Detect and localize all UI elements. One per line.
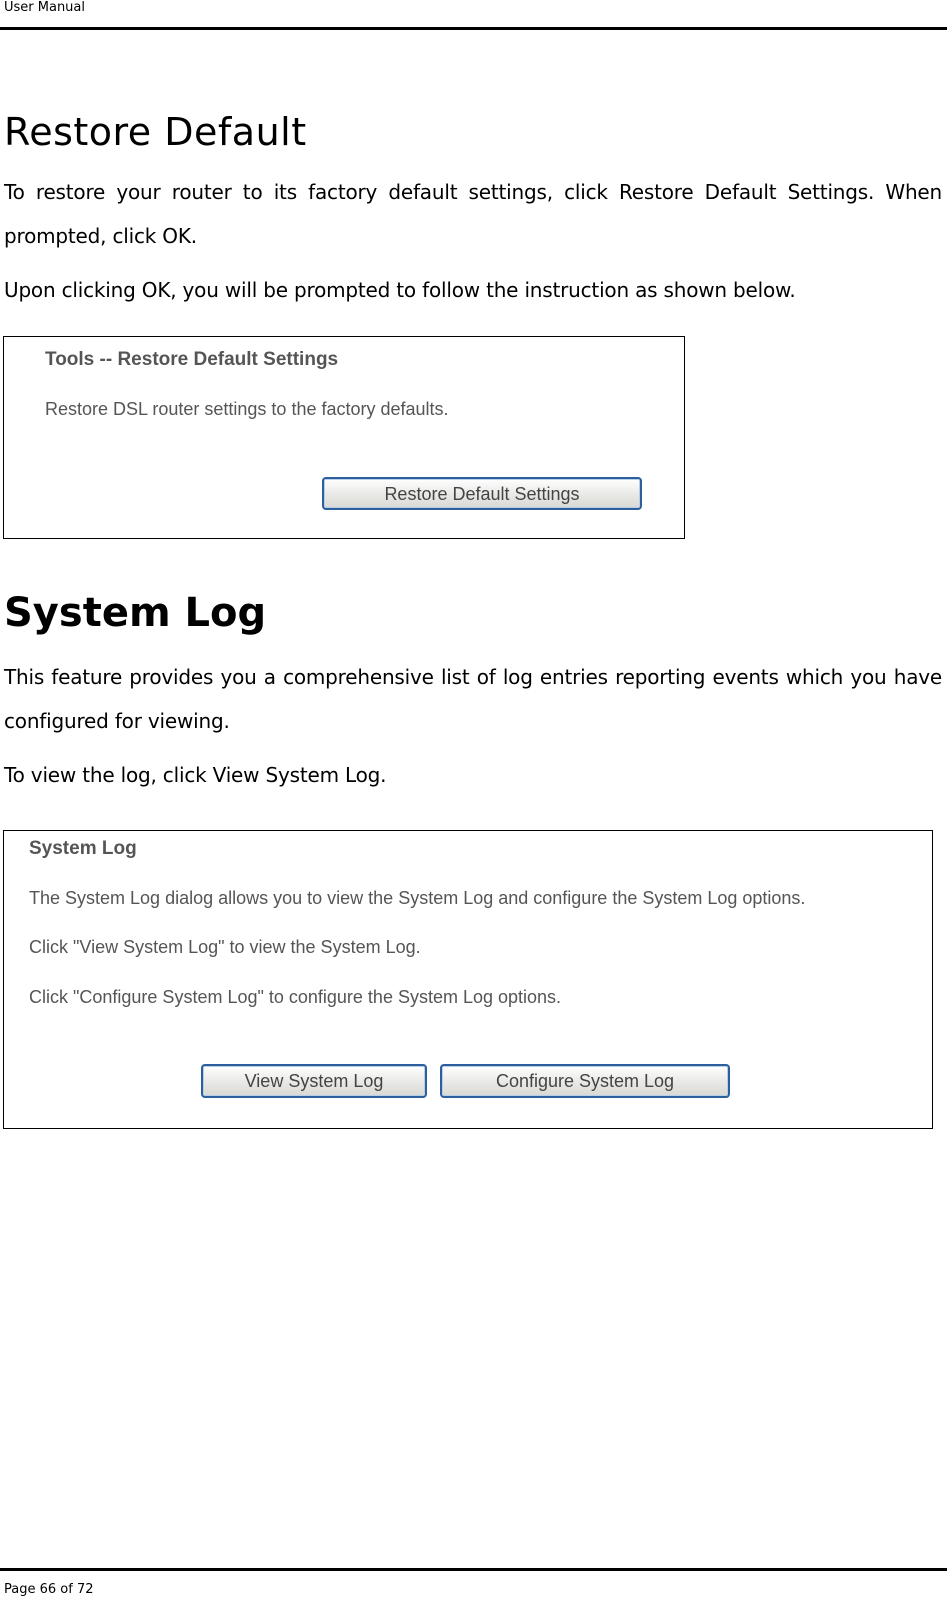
system-log-heading: System Log — [4, 590, 267, 636]
system-log-dialog-line-3: Click "Configure System Log" to configure the System Log options. — [29, 987, 562, 1007]
header-divider — [0, 27, 947, 30]
restore-default-screenshot — [3, 336, 685, 539]
restore-default-paragraph-1: To restore your router to its factory default settings, click Restore Default Settings. When prompted, click OK. — [4, 180, 942, 248]
restore-settings-title: Tools -- Restore Default Settings — [45, 349, 339, 370]
system-log-dialog-line-2: Click "View System Log" to view the System Log. — [29, 937, 421, 957]
system-log-paragraph-2: To view the log, click View System Log. — [4, 763, 387, 787]
system-log-dialog-title: System Log — [29, 838, 137, 859]
system-log-screenshot — [3, 830, 933, 1129]
restore-default-settings-button[interactable]: Restore Default Settings — [322, 477, 642, 510]
page-number: Page 66 of 72 — [4, 1582, 94, 1597]
view-system-log-button[interactable]: View System Log — [201, 1064, 427, 1098]
system-log-paragraph-1: This feature provides you a comprehensive list of log entries reporting events which you have configured for viewing. — [4, 665, 942, 733]
footer-divider — [0, 1568, 947, 1571]
header-title: User Manual — [4, 0, 86, 15]
configure-system-log-button[interactable]: Configure System Log — [440, 1064, 730, 1098]
restore-settings-description: Restore DSL router settings to the factory defaults. — [45, 399, 449, 419]
system-log-dialog-line-1: The System Log dialog allows you to view the System Log and configure the System Log options. — [29, 888, 806, 908]
restore-default-heading: Restore Default — [4, 110, 307, 154]
restore-default-paragraph-2: Upon clicking OK, you will be prompted to follow the instruction as shown below. — [4, 278, 796, 302]
